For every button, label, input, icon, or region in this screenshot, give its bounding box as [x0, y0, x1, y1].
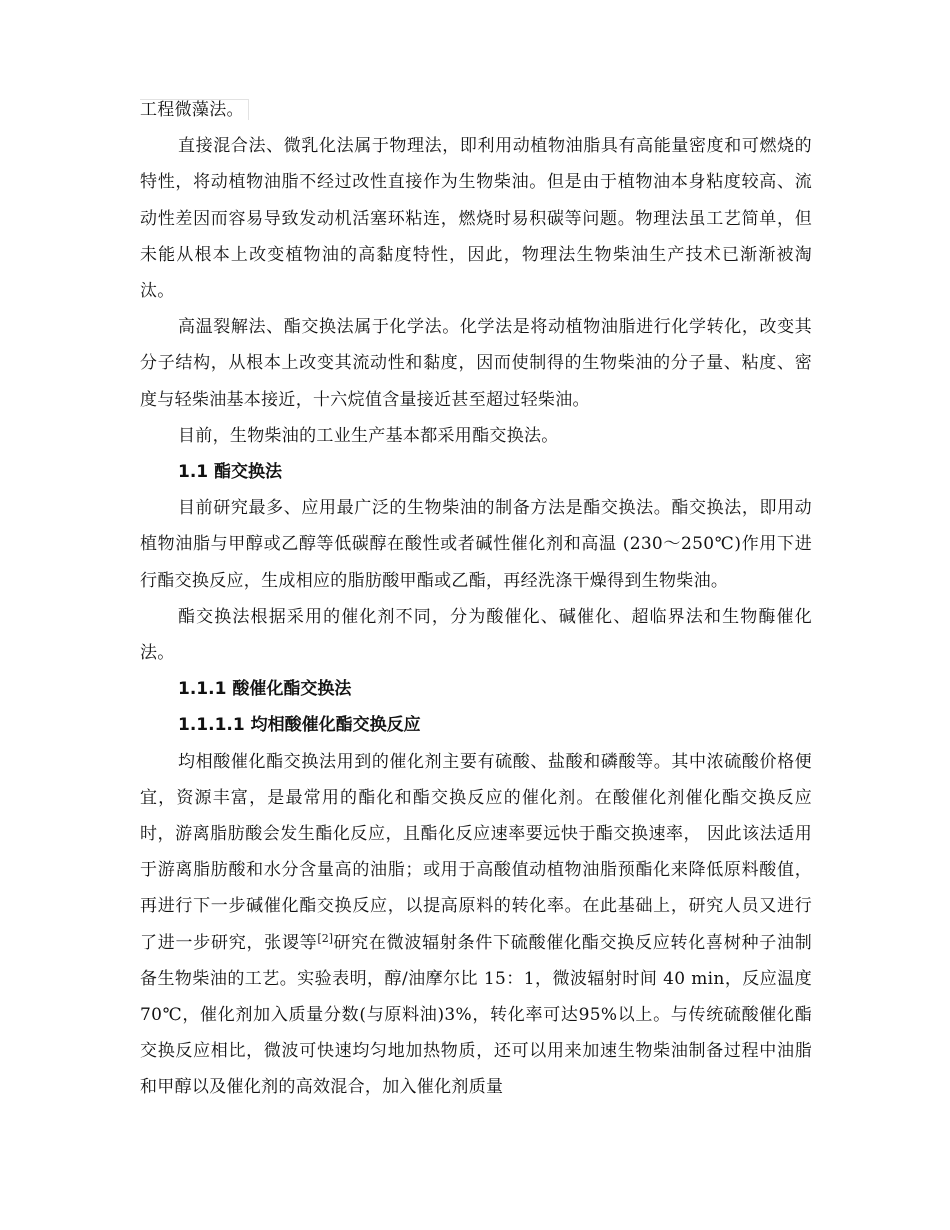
citation-reference[interactable]: [2] [317, 931, 333, 945]
paragraph-text-part: 研究在微波辐射条件下硫酸催化酯交换反应转化喜树种子油制备生物柴油的工艺。实验表明，醇/油摩尔比 15：1，微波辐射时间 40 min，反应温度 70℃，催化剂加入质量分数(与原料油)3%，转化率可达95%以上。与传统硫酸催化酯交换反应相比，微波可快速均匀地加热物质，还可以用来加速生物柴油制备过程中油脂和甲醇以及催化剂的高效混合，加入催化剂质量 [140, 932, 812, 1098]
paragraph-chemical-methods: 高温裂解法、酯交换法属于化学法。化学法是将动植物油脂进行化学转化，改变其分子结构，从根本上改变其流动性和黏度，因而使制得的生物柴油的分子量、粘度、密度与轻柴油基本接近，十六烷值含量接近甚至超过轻柴油。 [140, 317, 812, 410]
section-heading-1-1: 1.1 酯交换法 [178, 462, 283, 483]
paragraph-transesterification: 目前研究最多、应用最广泛的生物柴油的制备方法是酯交换法。酯交换法，即用动植物油脂与甲醇或乙醇等低碳醇在酸性或者碱性催化剂和高温 (230～250℃)作用下进行酯交换反应，生成相应的脂肪酸甲酯或乙酯，再经洗涤干燥得到生物柴油。 [140, 498, 812, 591]
paragraph-fragment: 工程微藻法。 [140, 99, 249, 120]
section-heading-1-1-1: 1.1.1 酸催化酯交换法 [178, 679, 352, 700]
paragraph-text-part: 均相酸催化酯交换法用到的催化剂主要有硫酸、盐酸和磷酸等。其中浓硫酸价格便宜，资源丰富，是最常用的酯化和酯交换反应的催化剂。在酸催化剂催化酯交换反应时，游离脂肪酸会发生酯化反应，且酯化反应速率要远快于酯交换速率， 因此该法适用于游离脂肪酸和水分含量高的油脂；或用于高酸值动植物油脂预酯化来降低原料酸值，再进行下一步碱催化酯交换反应，以提高原料的转化率。在此基础上，研究人员又进行了进一步研究，张谡等 [140, 751, 812, 953]
paragraph-continued [140, 92, 812, 128]
paragraph-physical-methods: 直接混合法、微乳化法属于物理法，即利用动植物油脂具有高能量密度和可燃烧的特性，将动植物油脂不经过改性直接作为生物柴油。但是由于植物油本身粘度较高、流动性差因而容易导致发动机活塞环粘连，燃烧时易积碳等问题。物理法虽工艺简单，但未能从根本上改变植物油的高黏度特性，因此，物理法生物柴油生产技术已渐渐被淘汰。 [140, 136, 812, 302]
paragraph-industrial-production: 目前，生物柴油的工业生产基本都采用酯交换法。 [178, 425, 559, 446]
paragraph-homogeneous-acid-catalysis [140, 744, 812, 1106]
section-heading-1-1-1-1: 1.1.1.1 均相酸催化酯交换反应 [178, 715, 421, 736]
paragraph-catalyst-types: 酯交换法根据采用的催化剂不同，分为酸催化、碱催化、超临界法和生物酶催化法。 [140, 606, 812, 664]
